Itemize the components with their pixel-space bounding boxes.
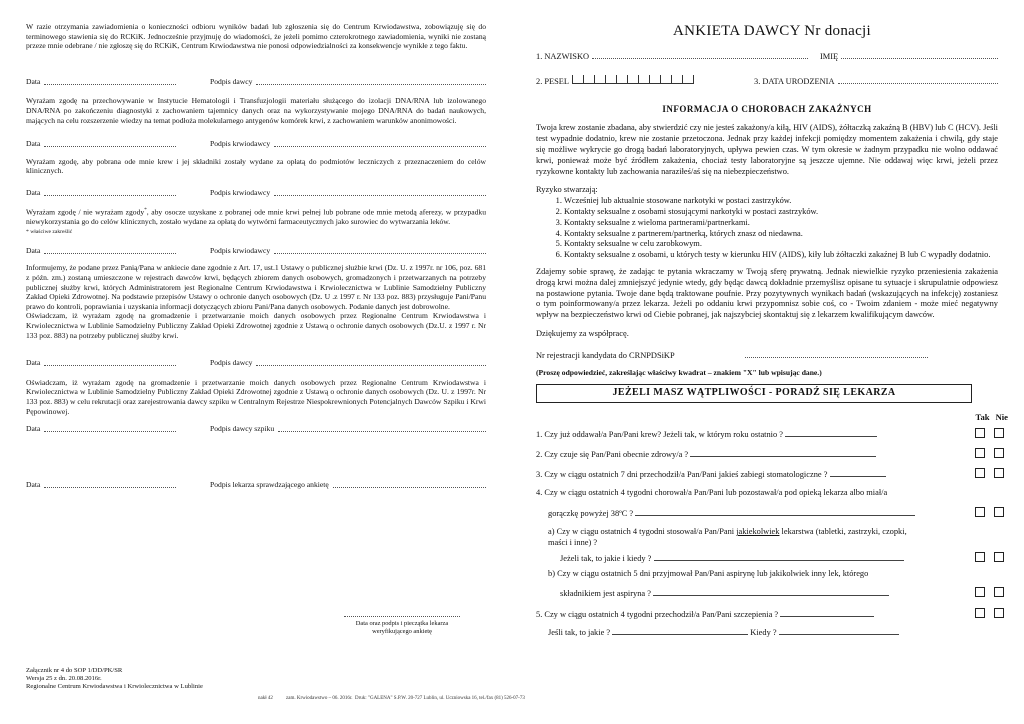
vaccine-when-label: Kiedy ?: [750, 627, 777, 637]
plasma-consent: [26, 206, 486, 227]
signature-row[interactable]: [26, 246, 486, 256]
footnote-mark: *: [144, 207, 147, 213]
footnote: * właściwe zakreślić: [26, 229, 73, 236]
document-footer: [26, 667, 203, 691]
question-2-text: 2. Czy czuje się Pan/Pani obecnie zdrowy/a ?: [536, 449, 689, 459]
birth-date-field[interactable]: [754, 75, 998, 88]
date-label: Data: [26, 479, 41, 489]
yes-checkbox[interactable]: [975, 587, 985, 597]
name-row: [536, 50, 998, 63]
plasma-consent-text: , aby osocze uzyskane z pobranej ode mnie krwi pełnej lub pobrane ode mnie metodą aferezy, w przypadku niewykorzystania go do celów klinicznych, zostało wydane za opłatą do wytwórni farmaceutycznych jako surowiec do wytwarzania leków.: [26, 207, 486, 226]
risk-item: 5. Kontakty seksualne w celu zarobkowym.: [564, 239, 998, 250]
date-label: Data: [26, 187, 41, 197]
consent-page: [26, 22, 486, 489]
data-processing-consent: Oświadczam, iż wyrażam zgodę na gromadzenie i przetwarzanie moich danych osobowych przez Regionalne Centrum Krwiodawstwa i Krwiolecznictwa w Lublinie Samodzielny Publiczny Zakład Opieki Zdrowotnej zgodnie z Ustawą o ochronie danych osobowych (Dz.U. z 1997 r. Nr 133 poz. 883) na potrzeby publicznej służby krwi.: [26, 311, 486, 340]
question-4b-detail-text: składnikiem jest aspiryna ?: [560, 589, 651, 599]
question-1-text: 1. Czy już oddawał/a Pan/Pani krew? Jeżeli tak, w którym roku ostatnio ?: [536, 430, 784, 440]
first-name-field[interactable]: [820, 50, 998, 63]
clinical-use-consent: Wyrażam zgodę, aby pobrana ode mnie krew i jej składniki zostały wydane za opłatą do podmiotów leczniczych z przeznaczeniem do celów klinicznych.: [26, 156, 486, 176]
question-2: [536, 448, 998, 461]
signature-row[interactable]: [26, 139, 486, 149]
answer-line[interactable]: [780, 608, 874, 617]
question-5: [536, 608, 998, 621]
question-4-fever-text: gorączkę powyżej 38ºC ?: [548, 509, 634, 519]
privacy-info: Zdajemy sobie sprawę, że zadając te pytania wkraczamy w Twoją sferę prywatną. Jednak niewielkie ryzyko przeniesienia zakażenia drogą krwi można dalej zmniejszyć jedynie wtedy, gdy będąc dawcą dokładnie przemyślisz opisane tu sytuacje i skrupulatnie odpowiesz na postawione pytania. Twoje dane będą traktowane poufnie. Przy pozytywnych wynikach badań (wskazujących na infekcję) zostaniesz o tym poinformowany/a przez lekarza. Jeżeli po oddaniu krwi przypomnisz sobie coś, co - Twoim zdaniem - może mieć negatywny wpływ na bezpieczeństwo krwi od Ciebie pobranej, jak najszybciej skontaktuj się z lekarzem kwalifikującym dawców.: [536, 266, 998, 320]
signature-row[interactable]: [26, 358, 486, 368]
question-4-fever: [536, 507, 998, 520]
no-checkbox[interactable]: [994, 468, 1004, 478]
signature-label: Podpis krwiodawcy: [210, 245, 271, 255]
question-4-text: 4. Czy w ciągu ostatnich 4 tygodni chorował/a Pan/Pani lub pozostawał/a pod opieką lekarza albo miał/a: [536, 487, 888, 497]
printer-info: Druk: "GALENA" S.P.W. 20-727 Lublin, ul. Uczniowska 16, tel./fax (81) 526-07-73: [355, 696, 525, 701]
print-run: nakł 42: [258, 696, 273, 701]
thanks-text: Dziękujemy za współpracę.: [536, 328, 629, 338]
risk-heading: Ryzyko stwarzają:: [536, 185, 598, 195]
vaccine-which-label: Jeśli tak, to jakie ?: [548, 627, 611, 637]
question-1: [536, 428, 998, 441]
risk-item: 2. Kontakty seksualne z osobami stosującymi narkotyki w postaci zastrzyków.: [564, 207, 998, 218]
date-label: Data: [26, 76, 41, 86]
answer-instruction: (Proszę odpowiedzieć, zakreślając właściwy kwadrat – znakiem "X" lub wpisując dane.): [536, 367, 822, 377]
no-checkbox[interactable]: [994, 608, 1004, 618]
question-4a: [536, 527, 928, 549]
question-4a-emphasis: jakiekolwiek: [736, 527, 780, 537]
no-checkbox[interactable]: [994, 552, 1004, 562]
marrow-registry-consent: Oświadczam, iż wyrażam zgodę na gromadzenie i przetwarzanie moich danych osobowych przez Regionalne Centrum Krwiodawstwa i Krwiolecznictwa w Lublinie Samodzielny Publiczny Zakład Opieki Zdrowotnej zgodnie z Ustawą o ochronie danych osobowych (Dz. U. z 1997r. Nr 133 poz. 883) w celu rekrutacji oraz zarejestrowania dawcy szpiku w Centralnym Rejestrze Niespokrewnionych Potencjalnych Dawców Szpiku i Krwi Pępowinowej.: [26, 377, 486, 416]
question-4a-text-end: lekarstwa (tabletki, zastrzyki, czopki, maści i inne) ?: [548, 527, 907, 547]
question-3-text: 3. Czy w ciągu ostatnich 7 dni przechodził/a Pan/Pani jakieś zabiegi stomatologiczne ?: [536, 469, 828, 479]
signature-label: Podpis krwiodawcy: [210, 187, 271, 197]
yes-checkbox[interactable]: [975, 552, 985, 562]
questionnaire-page: [536, 22, 1008, 639]
first-name-label: IMIĘ: [820, 52, 839, 61]
doctor-advice-box: JEŻELI MASZ WĄTPLIWOŚCI - PORADŹ SIĘ LEKARZA: [536, 384, 972, 403]
signature-label: Podpis dawcy: [210, 76, 253, 86]
verifier-stamp-field[interactable]: Data oraz podpis i pieczątka lekarza weryfikującego ankietę: [344, 616, 460, 636]
question-4a-text: a) Czy w ciągu ostatnich 4 tygodni stosował/a Pan/Pani: [548, 527, 735, 537]
answer-line[interactable]: [654, 552, 904, 561]
pesel-field[interactable]: [536, 75, 754, 88]
yes-checkbox[interactable]: [975, 507, 985, 517]
answer-line[interactable]: [830, 468, 886, 477]
question-4a-detail-text: Jeżeli tak, to jakie i kiedy ?: [560, 553, 652, 563]
answer-header: [536, 412, 1008, 423]
yes-checkbox[interactable]: [975, 468, 985, 478]
yes-checkbox[interactable]: [975, 428, 985, 438]
consent-choice[interactable]: Wyrażam zgodę / nie wyrażam zgody: [26, 207, 145, 217]
signature-label: Podpis dawcy szpiku: [210, 424, 275, 434]
risk-item: 4. Kontakty seksualne z partnerem/partnerką, których znasz od niedawna.: [564, 229, 998, 240]
registry-number-field[interactable]: [536, 349, 928, 362]
dna-consent: Wyrażam zgodę na przechowywanie w Instytucie Hematologii i Transfuzjologii materiału służącego do izolacji DNA/RNA lub izolowanego DNA/RNA po zakończeniu diagnostyki z zachowaniem tajemnicy danych oraz na wykorzystywanie mojego DNA/RNA do badań naukowych, mających na celu rozszerzenie wiedzy na temat podłoża molekularnego antygenów komórek krwi, z zachowaniem warunków anonimowości.: [26, 96, 486, 125]
risk-item: 1. Wcześniej lub aktualnie stosowane narkotyki w postaci zastrzyków.: [564, 196, 998, 207]
no-column-label: Nie: [995, 412, 1008, 423]
answer-line[interactable]: [785, 428, 877, 437]
question-4b: [536, 569, 998, 580]
question-4b-text: b) Czy w ciągu ostatnich 5 dni przyjmował Pan/Pani aspirynę lub jakikolwiek inny lek, którego: [548, 568, 869, 578]
date-label: Data: [26, 424, 41, 434]
risk-item: 6. Kontakty seksualne z osobami, u których testy w kierunku HIV (AIDS), kiły lub żółtaczki zakaźnej B lub C wypadły dodatnio.: [564, 250, 998, 261]
signature-row[interactable]: [26, 424, 486, 434]
order-ref: zam. Krwiodawstwo – 06. 2016r.: [286, 696, 353, 701]
question-4b-detail: [536, 587, 998, 600]
no-checkbox[interactable]: [994, 507, 1004, 517]
yes-checkbox[interactable]: [975, 608, 985, 618]
page-title: ANKIETA DAWCY Nr donacji: [673, 23, 871, 39]
registry-number-label: Nr rejestracji kandydata do CRNPDSiKP: [536, 350, 675, 360]
signature-label: Podpis lekarza sprawdzającego ankietę: [210, 479, 329, 489]
id-row: [536, 75, 998, 88]
signature-row[interactable]: [26, 188, 486, 198]
signature-label: Podpis krwiodawcy: [210, 139, 271, 149]
institution-name: Regionalne Centrum Krwiodawstwa i Krwiolecznictwa w Lublinie: [26, 683, 203, 690]
no-checkbox[interactable]: [994, 587, 1004, 597]
section-heading: INFORMACJA O CHOROBACH ZAKAŹNYCH: [662, 103, 872, 114]
date-label: Data: [26, 358, 41, 368]
pesel-boxes[interactable]: [572, 75, 694, 84]
signature-label: Podpis dawcy: [210, 358, 253, 368]
date-label: Data: [26, 245, 41, 255]
date-label: Data: [26, 139, 41, 149]
no-checkbox[interactable]: [994, 428, 1004, 438]
vaccine-when-line[interactable]: [779, 626, 899, 635]
question-4a-detail: [536, 552, 998, 565]
no-checkbox[interactable]: [994, 448, 1004, 458]
answer-line[interactable]: [653, 587, 889, 596]
version-ref: Wersja 25 z dn. 20.08.2016r.: [26, 675, 102, 682]
infection-info: Twoja krew zostanie zbadana, aby stwierdzić czy nie jesteś zakażony/a kiłą, HIV (AIDS), żółtaczką zakaźną B (HBV) lub C (HCV). Jeśli test wypadnie dodatnio, krew nie zostanie przetoczona. Jednak przy każdej infekcji pomiędzy momentem zakażenia i chwilą, gdy staje się możliwe wykrycie go drogą badań laboratoryjnych, upływa pewien czas. W tym okresie w żadnym przypadku nie wolno oddawać krwi, ponieważ może być źródłem zakażenia, chociaż testy laboratoryjne są jeszcze ujemne. Nie oddawaj więc krwi, jeżeli przez ryzykowne kontakty lub zachowania naraziłeś/aś się na niebezpieczeństwo.: [536, 123, 998, 176]
answer-line[interactable]: [635, 507, 915, 516]
vaccine-which-line[interactable]: [612, 626, 748, 635]
question-3: [536, 468, 998, 481]
risk-item: 3. Kontakty seksualne z wieloma partnerami/partnerkami.: [564, 218, 998, 229]
data-protection-info: Informujemy, że podane przez Panią/Pana w ankiecie dane zgodnie z Art. 17, ust.1 Ustawy o publicznej służbie krwi (Dz. U. z 1997r. nr 106, poz. 681 z późn. zm.) zostaną umieszczone w rejestrach dawców krwi, będących zbiorem danych osobowych, gromadzonych i przetwarzanych na potrzeby publicznej służby krwi, których Administratorem jest Regionalne Centrum Krwiodawstwa i Krwiolecznictwa w Lublinie Samodzielny Publiczny Zakład Opieki Zdrowotnej. Na podstawie przepisów Ustawy o ochronie danych osobowych (Dz. U .z 1997 r. Nr 133 poz. 883) przysługuje Pani/Panu prawo do kontroli, poprawiania i uzyskania informacji dotyczących zbioru Pani/Pana danych osobowych. Podanie danych jest dobrowolne.: [26, 263, 486, 311]
surname-field[interactable]: [536, 50, 808, 63]
attachment-ref: Załącznik nr 4 do SOP 1/DD/PK/SR: [26, 667, 123, 674]
question-5-text: 5. Czy w ciągu ostatnich 4 tygodni przechodził/a Pan/Pani szczepienia ?: [536, 610, 779, 620]
notification-clause: W razie otrzymania zawiadomienia o konieczności odbioru wyników badań lub zgłoszenia się do Centrum Krwiodawstwa, zobowiązuję się do terminowego stawienia się do RCKiK. Jednocześnie przyjmuję do wiadomości, że jeżeli pomimo czterokrotnego zawiadomienia, wyniki nie zostaną przeze mnie odebrane / nie zgłoszę się do RCKiK, Centrum Krwiodawstwa nie ponosi odpowiedzialności za konsekwencje wynikłe z tego faktu.: [26, 22, 486, 51]
surname-label: 1. NAZWISKO: [536, 52, 590, 61]
answer-line[interactable]: [690, 448, 876, 457]
pesel-label: 2. PESEL: [536, 76, 570, 86]
question-4: [536, 488, 998, 499]
question-5-detail: [536, 626, 998, 639]
risk-list: [536, 196, 998, 261]
yes-column-label: Tak: [975, 412, 990, 423]
signature-row[interactable]: [26, 77, 486, 87]
birth-date-label: 3. DATA URODZENIA: [754, 76, 835, 86]
signature-row[interactable]: [26, 480, 486, 490]
yes-checkbox[interactable]: [975, 448, 985, 458]
